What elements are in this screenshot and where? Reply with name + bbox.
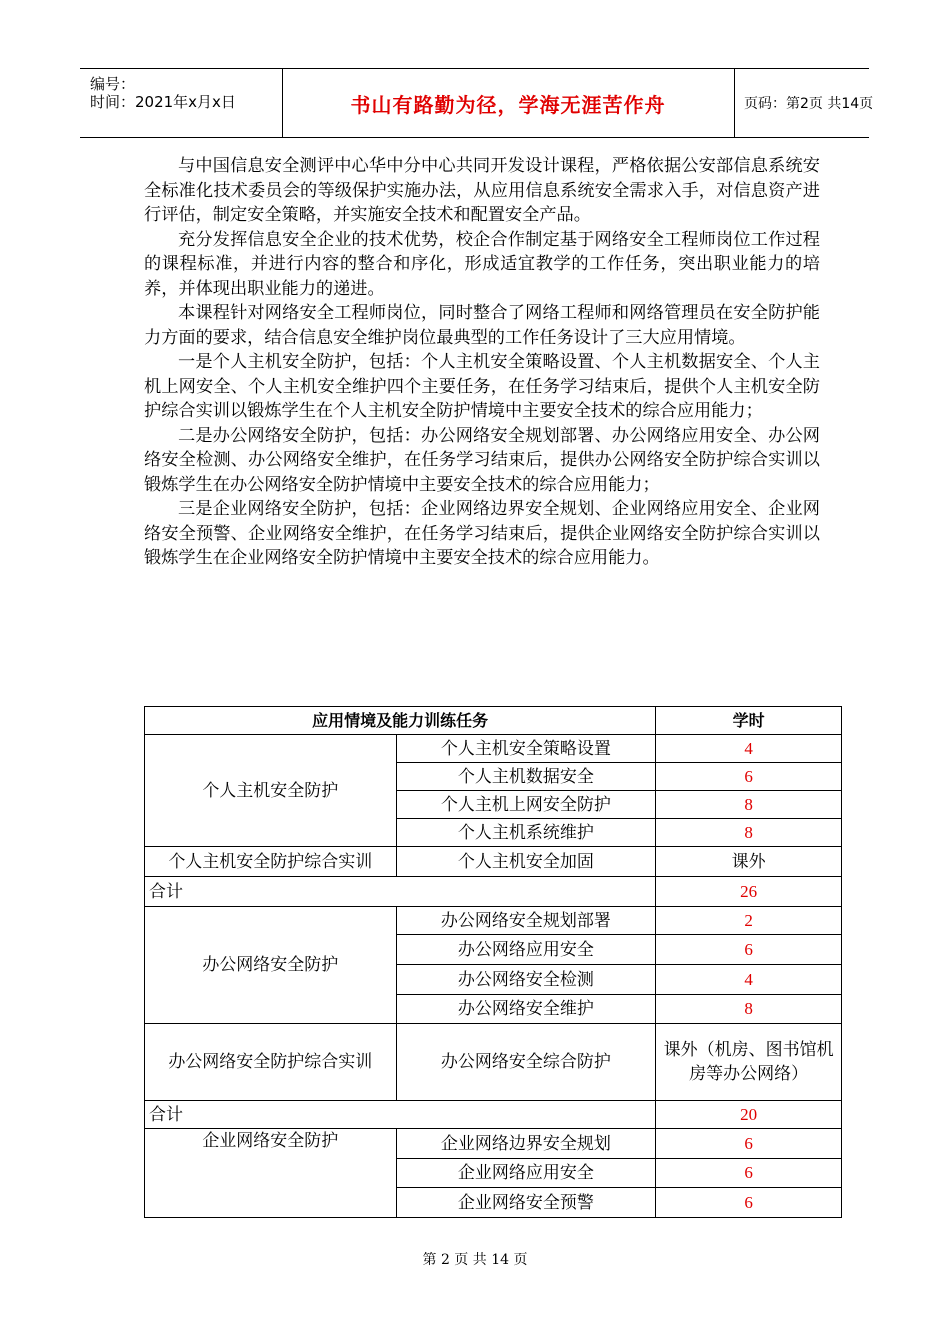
total-hours: 26 [656,877,842,907]
table-row [145,1024,842,1101]
header-motto-cell [282,69,735,137]
task-cell: 个人主机系统维护 [396,819,656,847]
hours-cell: 6 [656,1188,842,1218]
course-hours-table [144,706,842,1218]
header-info-cell [80,69,283,137]
task-cell: 个人主机上网安全防护 [396,791,656,819]
hours-cell: 8 [656,791,842,819]
paragraph: 三是企业网络安全防护，包括：企业网络边界安全规划、企业网络应用安全、企业网络安全预警、企业网络安全维护，在任务学习结束后，提供企业网络安全防护综合实训以锻炼学生在企业网络安全防护情境中主要安全技术的综合应用能力。 [144,499,820,568]
table-total-row [145,877,842,907]
scenario-enterprise-network: 企业网络安全防护 [145,1129,397,1218]
hours-cell: 6 [656,935,842,965]
scenario-personal-host: 个人主机安全防护 [145,735,397,847]
table-row [145,907,842,935]
table-total-row [145,1101,842,1129]
hours-cell: 2 [656,907,842,935]
total-label: 合计 [145,1101,656,1129]
scenario-office-network: 办公网络安全防护 [145,907,397,1024]
header-hours: 学时 [656,707,842,735]
hours-cell: 课外 [656,847,842,877]
document-number-label: 编号： [90,75,136,93]
paragraph: 本课程针对网络安全工程师岗位，同时整合了网络工程师和网络管理员在安全防护能力方面的要求，结合信息安全维护岗位最典型的工作任务设计了三大应用情境。 [144,303,820,348]
paragraph: 充分发挥信息安全企业的技术优势，校企合作制定基于网络安全工程师岗位工作过程的课程标准，并进行内容的整合和序化，形成适宜教学的工作任务，突出职业能力的培养，并体现出职业能力的递进。 [144,229,820,299]
paragraph: 一是个人主机安全防护，包括：个人主机安全策略设置、个人主机数据安全、个人主机上网安全、个人主机安全维护四个主要任务，在任务学习结束后，提供个人主机安全防护综合实训以锻炼学生在个人主机安全防护情境中主要安全技术的综合应用能力； [144,352,820,421]
header-task: 应用情境及能力训练任务 [145,707,656,735]
task-cell: 办公网络安全综合防护 [396,1024,656,1101]
page-header [80,68,874,138]
hours-cell: 6 [656,1129,842,1159]
hours-cell: 课外（机房、图书馆机房等办公网络） [656,1024,842,1101]
hours-cell: 6 [656,1159,842,1188]
paragraph: 与中国信息安全测评中心华中分中心共同开发设计课程，严格依据公安部信息系统安全标准化技术委员会的等级保护实施办法，从应用信息系统安全需求入手，对信息资产进行评估，制定安全策略，并实施安全技术和配置安全产品。 [144,156,820,225]
total-hours: 20 [656,1101,842,1129]
training-name-cell: 个人主机安全防护综合实训 [145,847,397,877]
paragraph: 二是办公网络安全防护，包括：办公网络安全规划部署、办公网络应用安全、办公网络安全检测、办公网络安全维护，在任务学习结束后，提供办公网络安全防护综合实训以锻炼学生在办公网络安全防护情境中主要安全技术的综合应用能力； [144,425,820,495]
hours-cell: 6 [656,763,842,791]
header-motto: 书山有路勤为径，学海无涯苦作舟 [350,92,666,117]
task-cell: 办公网络安全规划部署 [396,907,656,935]
header-page-number: 页码：第2页 共14页 [744,96,874,112]
document-time-label: 时间：2021年x月x日 [90,93,236,111]
task-cell: 企业网络安全预警 [396,1188,656,1218]
table-row [145,1129,842,1159]
hours-cell: 4 [656,965,842,995]
table-row [145,847,842,877]
body-text [144,154,820,571]
total-label: 合计 [145,877,656,907]
hours-cell: 8 [656,819,842,847]
task-cell: 办公网络安全维护 [396,995,656,1024]
task-cell: 办公网络应用安全 [396,935,656,965]
table-header-row [145,707,842,735]
header-page-cell [734,69,874,137]
task-cell: 企业网络应用安全 [396,1159,656,1188]
hours-cell: 8 [656,995,842,1024]
task-cell: 个人主机安全策略设置 [396,735,656,763]
hours-cell: 4 [656,735,842,763]
training-name-cell: 办公网络安全防护综合实训 [145,1024,397,1101]
task-cell: 个人主机数据安全 [396,763,656,791]
task-cell: 个人主机安全加固 [396,847,656,877]
table-row [145,735,842,763]
task-cell: 办公网络安全检测 [396,965,656,995]
task-cell: 企业网络边界安全规划 [396,1129,656,1159]
page-footer: 第 2 页 共 14 页 [422,1252,528,1268]
